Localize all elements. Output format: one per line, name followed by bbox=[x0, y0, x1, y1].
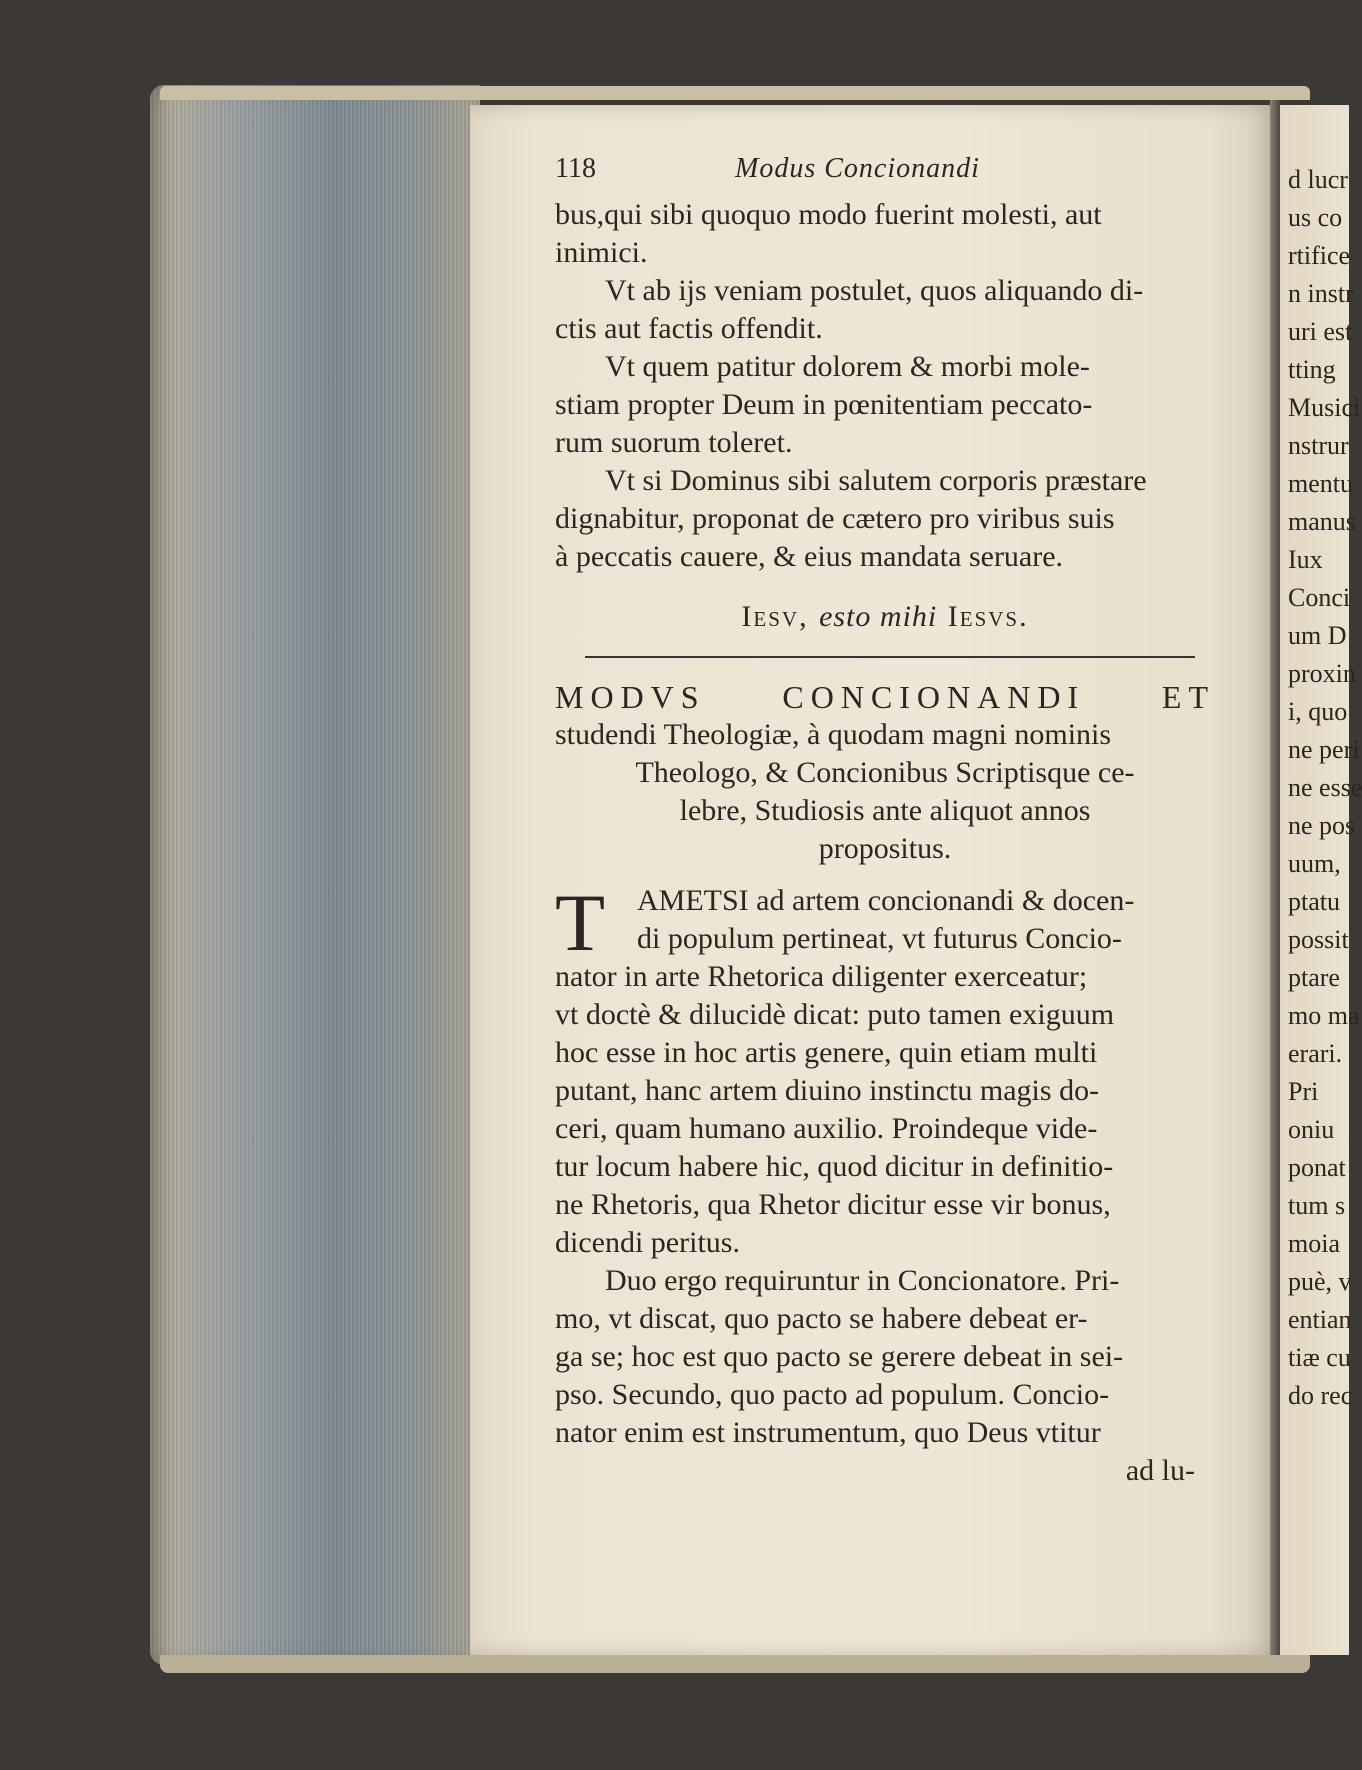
book-cover-bottom bbox=[160, 1655, 1310, 1673]
text-line: dicendi peritus. bbox=[555, 1226, 740, 1259]
text-line: ceri, quam humano auxilio. Proindeque vide- bbox=[555, 1112, 1098, 1145]
facing-page-line: mentu bbox=[1288, 469, 1353, 498]
catchword: ad lu- bbox=[1125, 1454, 1195, 1487]
running-head: Modus Concionandi bbox=[735, 153, 980, 184]
text-line: Duo ergo requiruntur in Concionatore. Pri- bbox=[605, 1264, 1120, 1297]
facing-page-line: Conci bbox=[1288, 583, 1351, 612]
text-line: tur locum habere hic, quod dicitur in definitio- bbox=[555, 1150, 1114, 1183]
facing-page-line: mo ma bbox=[1288, 1001, 1360, 1030]
facing-page-line: d lucr bbox=[1288, 165, 1348, 194]
facing-page-line: ne pos bbox=[1288, 811, 1356, 840]
book-cover-top bbox=[160, 86, 1310, 100]
text-line: vt doctè & dilucidè dicat: puto tamen exiguum bbox=[555, 998, 1115, 1031]
title-line: Theologo, & Concionibus Scriptisque ce- bbox=[635, 756, 1135, 789]
drop-cap: T bbox=[555, 877, 606, 968]
facing-page-line: do rec bbox=[1288, 1381, 1353, 1410]
text-line: Vt quem patitur dolorem & morbi mole- bbox=[605, 350, 1090, 383]
title-line: lebre, Studiosis ante aliquot annos bbox=[679, 794, 1091, 827]
section-title: MODVS CONCIONANDI ET bbox=[555, 679, 1215, 715]
text-line: bus,qui sibi quoquo modo fuerint molesti, aut bbox=[555, 198, 1102, 231]
text-block bbox=[555, 150, 1215, 1490]
text-line: hoc esse in hoc artis genere, quin etiam multi bbox=[555, 1036, 1098, 1069]
text-line: putant, hanc artem diuino instinctu magis do- bbox=[555, 1074, 1100, 1107]
facing-page-line: proxin bbox=[1288, 659, 1356, 688]
facing-page-line: Musici bbox=[1288, 393, 1361, 422]
facing-page-line: ptatu bbox=[1288, 887, 1340, 916]
facing-page-line: entian bbox=[1288, 1305, 1352, 1334]
facing-page-line: us co bbox=[1288, 203, 1343, 232]
text-line: AMETSI ad artem concionandi & docen- bbox=[637, 884, 1135, 917]
facing-page-line: manus bbox=[1288, 507, 1356, 536]
title-line: propositus. bbox=[818, 832, 952, 865]
facing-page-line: puè, v bbox=[1288, 1267, 1352, 1296]
facing-page-line: nstrur bbox=[1288, 431, 1349, 460]
text-line: nator in arte Rhetorica diligenter exerceatur; bbox=[555, 960, 1088, 993]
facing-page-line: Pri bbox=[1288, 1077, 1319, 1106]
text-line: pso. Secundo, quo pacto ad populum. Concio- bbox=[555, 1378, 1110, 1411]
facing-page-line: tum s bbox=[1288, 1191, 1346, 1220]
text-line: nator enim est instrumentum, quo Deus vtitur bbox=[555, 1416, 1101, 1449]
facing-page-line: i, quo bbox=[1288, 697, 1348, 726]
facing-page-line: um D bbox=[1288, 621, 1347, 650]
text-line: Vt ab ijs veniam postulet, quos aliquando di- bbox=[605, 274, 1144, 307]
title-line: studendi Theologiæ, à quodam magni nominis bbox=[555, 718, 1112, 751]
page-number: 118 bbox=[555, 153, 596, 184]
facing-page-line: rtifice bbox=[1288, 241, 1351, 270]
motto-part: Iesv, bbox=[741, 600, 809, 633]
facing-page-line: uum, bbox=[1288, 849, 1341, 878]
text-line: à peccatis cauere, & eius mandata seruare. bbox=[555, 540, 1064, 573]
facing-page-line: tting bbox=[1288, 355, 1336, 384]
text-line: rum suorum toleret. bbox=[555, 426, 793, 459]
text-line: stiam propter Deum in pœnitentiam peccato- bbox=[555, 388, 1093, 421]
text-line: di populum pertineat, vt futurus Concio- bbox=[637, 922, 1122, 955]
text-line: dignabitur, proponat de cætero pro viribus suis bbox=[555, 502, 1115, 535]
facing-page-line: Iux bbox=[1288, 545, 1323, 574]
book-fore-edge bbox=[150, 85, 480, 1665]
facing-page-fragment bbox=[1280, 105, 1362, 1655]
facing-page-line: erari. bbox=[1288, 1039, 1343, 1068]
facing-page-line: ne peri bbox=[1288, 735, 1360, 764]
text-line: ne Rhetoris, qua Rhetor dicitur esse vir bonus, bbox=[555, 1188, 1111, 1221]
gutter bbox=[1270, 100, 1280, 1655]
facing-page-line: possit bbox=[1288, 925, 1349, 954]
facing-page-line: moia bbox=[1288, 1229, 1340, 1258]
facing-page-line: n instr bbox=[1288, 279, 1354, 308]
facing-page-line: ne esse bbox=[1288, 773, 1362, 802]
text-line: ctis aut factis offendit. bbox=[555, 312, 823, 345]
motto-part: esto mihi bbox=[819, 600, 938, 633]
facing-page-line: oniu bbox=[1288, 1115, 1335, 1144]
text-line: mo, vt discat, quo pacto se habere debeat er- bbox=[555, 1302, 1088, 1335]
facing-page-line: ponat bbox=[1288, 1153, 1346, 1182]
first-paragraph bbox=[555, 877, 1215, 968]
facing-page-line: ptare bbox=[1288, 963, 1340, 992]
motto-part: Iesvs. bbox=[947, 600, 1029, 633]
section-rule bbox=[585, 656, 1195, 658]
facing-page-line: tiæ cu bbox=[1288, 1343, 1351, 1372]
facing-page-line: uri est bbox=[1288, 317, 1353, 346]
motto bbox=[555, 598, 1215, 636]
text-line: inimici. bbox=[555, 236, 648, 269]
page-header bbox=[555, 150, 1215, 194]
text-line: ga se; hoc est quo pacto se gerere debeat in sei- bbox=[555, 1340, 1124, 1373]
text-line: Vt si Dominus sibi salutem corporis præstare bbox=[605, 464, 1147, 497]
